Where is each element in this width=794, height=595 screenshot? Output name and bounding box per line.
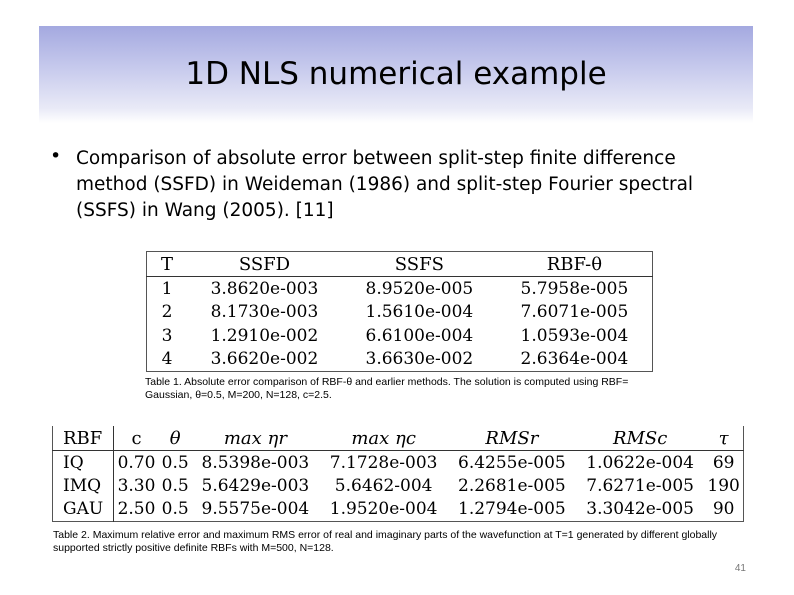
table-cell: 0.5 (161, 499, 189, 520)
table-cell: 5.7958e-005 (520, 278, 629, 299)
error-table-1 (146, 251, 653, 372)
table-cell: 190 (707, 475, 740, 496)
table-cell: 2.6364e-004 (520, 349, 629, 370)
table-2-caption: Table 2. Maximum relative error and maximum RMS error of real and imaginary parts of the wavefunction at T=1 generated by different globally supported strictly positive definite RBFs with M=500, N=128. (53, 529, 718, 554)
table-header-cell: RBF (53, 426, 114, 451)
table-cell: IMQ (53, 474, 114, 497)
table-cell: 7.1728e-003 (329, 452, 438, 473)
table-1-caption: Table 1. Absolute error comparison of RBF-θ and earlier methods. The solution is computed using RBF= Gaussian, θ=0.5, M=200, N=128, c=2.5. (145, 376, 629, 401)
table-header-cell: SSFD (187, 252, 342, 277)
table-cell: 1.9520e-004 (329, 499, 438, 520)
table-header-cell: c (113, 426, 159, 451)
table-cell: 1 (161, 278, 173, 299)
table-cell: 3.8620e-003 (210, 278, 319, 299)
table-cell: GAU (53, 498, 114, 522)
page-number: 41 (734, 563, 746, 574)
bullet-dot-icon: • (50, 145, 62, 167)
bullet-item (50, 146, 750, 224)
table-header-row (147, 252, 653, 277)
table-cell: 7.6071e-005 (520, 302, 629, 323)
table-cell: 2.50 (117, 499, 156, 520)
bullet-text: Comparison of absolute error between split-step finite difference method (SSFD) in Weideman (1986) and split-step Fourier spectral (SSFS) in Wang (2005). [11] (76, 148, 694, 221)
table-cell: 0.5 (161, 452, 189, 473)
table-cell: 8.5398e-003 (201, 452, 310, 473)
table-header-row (53, 426, 744, 451)
table-row (147, 277, 653, 301)
table-row (53, 474, 744, 497)
table-cell: 1.5610e-004 (365, 302, 474, 323)
table-header-cell: SSFS (342, 252, 497, 277)
table-cell: 6.6100e-004 (365, 325, 474, 346)
table-row (53, 498, 744, 522)
table-cell: 6.4255e-005 (458, 452, 566, 473)
table-cell: 5.6429e-003 (201, 475, 310, 496)
table-cell: 7.6271e-005 (586, 475, 695, 496)
table-cell: IQ (53, 451, 114, 475)
table-row (147, 347, 653, 371)
table-cell: 3.6630e-002 (365, 349, 474, 370)
table-row (147, 301, 653, 324)
table-cell: 90 (712, 499, 735, 520)
table-header-cell: T (147, 252, 188, 277)
table-cell: 0.5 (161, 475, 189, 496)
table-cell: 8.1730e-003 (210, 302, 319, 323)
table-cell: 3.30 (117, 475, 156, 496)
table-cell: 1.2910e-002 (210, 325, 319, 346)
table-cell: 3 (161, 325, 173, 346)
table-row (53, 451, 744, 475)
table-cell: 8.9520e-005 (365, 278, 474, 299)
table-cell: 2.2681e-005 (458, 475, 566, 496)
table-cell: 4 (161, 349, 173, 370)
table-cell: 9.5575e-004 (201, 499, 310, 520)
table-cell: 69 (712, 452, 735, 473)
table-cell: 2 (161, 302, 173, 323)
table-header-cell: RMSc (576, 426, 704, 451)
table-cell: 5.6462-004 (334, 475, 433, 496)
table-header-cell: θ (159, 426, 191, 451)
table-cell: 3.3042e-005 (586, 499, 695, 520)
table-header-cell: τ (704, 426, 743, 451)
slide-title: 1D NLS numerical example (185, 56, 607, 92)
error-table-2 (52, 426, 744, 522)
table-cell: 1.0622e-004 (586, 452, 695, 473)
table-header-cell: RBF-θ (497, 252, 653, 277)
table-cell: 1.0593e-004 (520, 325, 629, 346)
table-header-cell: max ηr (191, 426, 319, 451)
table-cell: 1.2794e-005 (458, 499, 566, 520)
table-cell: 3.6620e-002 (210, 349, 319, 370)
table-row (147, 324, 653, 347)
table-cell: 0.70 (117, 452, 156, 473)
table-header-cell: RMSr (448, 426, 576, 451)
table-header-cell: max ηc (320, 426, 448, 451)
